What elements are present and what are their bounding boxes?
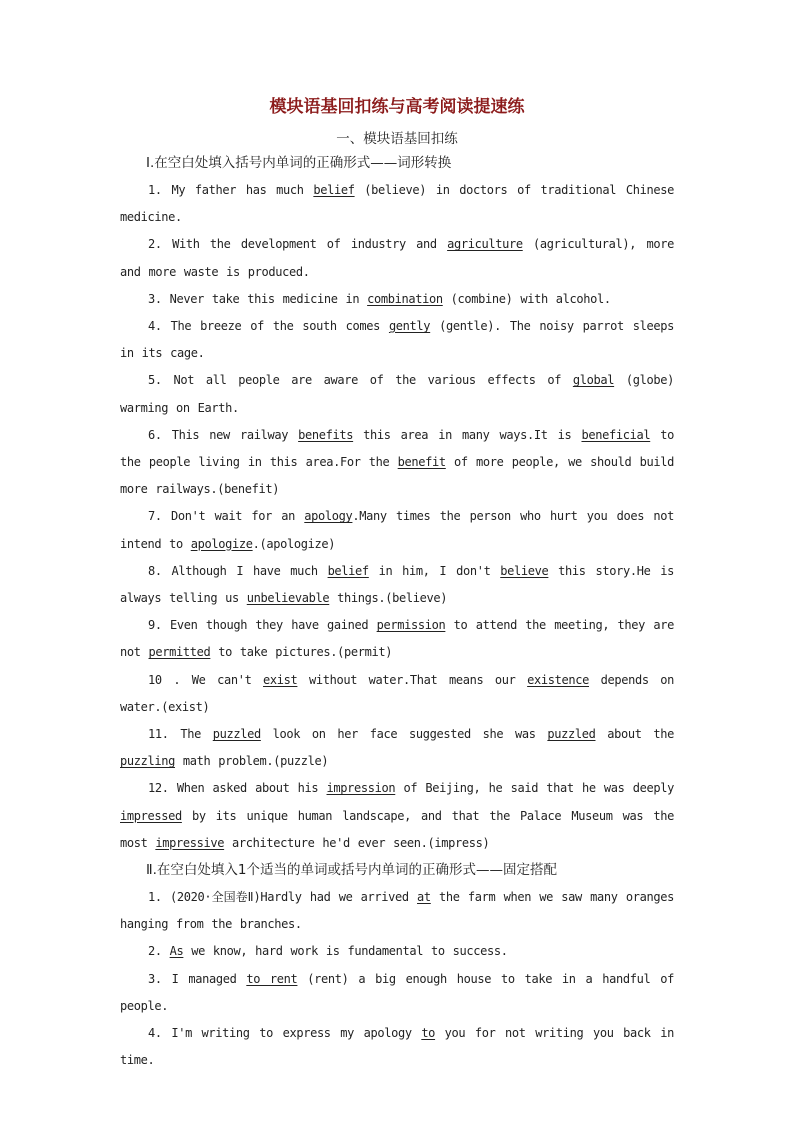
answer-blank: apology: [304, 509, 353, 524]
answer-blank: impressive: [155, 835, 225, 850]
answer-blank: at: [417, 890, 431, 905]
item-text: 2.: [148, 944, 170, 959]
item-text: we know, hard work is fundamental to success.: [183, 944, 508, 959]
item-text: .Many times the person who hurt you does not intend to: [120, 509, 674, 551]
item-text: 2. With the development of industry and: [148, 237, 448, 252]
part1-heading: Ⅰ.在空白处填入括号内单词的正确形式——词形转换: [146, 155, 452, 171]
item-text: 8. Although I have much: [148, 563, 328, 578]
item-text: 9. Even though they have gained: [148, 618, 377, 633]
item-text: to the people living in this area.For the: [120, 427, 674, 470]
answer-blank: permission: [376, 618, 446, 633]
exercise-item: [120, 286, 674, 313]
exercise-item: [120, 884, 674, 938]
exercise-item: [120, 966, 674, 1020]
answer-blank: belief: [327, 563, 369, 578]
item-text: look on her face suggested she was: [260, 727, 548, 742]
answer-blank: puzzling: [120, 754, 175, 769]
exercise-item: [120, 367, 674, 421]
exercise-item: [120, 667, 674, 721]
answer-blank: agriculture: [447, 237, 523, 252]
exercise-item: [120, 721, 674, 775]
exercise-item: [120, 558, 674, 612]
exercise-item: [120, 775, 674, 857]
answer-blank: apologize: [190, 536, 253, 551]
answer-blank: puzzled: [547, 727, 596, 742]
answer-blank: beneficial: [581, 427, 651, 442]
document-title: 模块语基回扣练与高考阅读提速练: [269, 97, 525, 117]
answer-blank: benefit: [397, 455, 446, 470]
item-text: this story.He is always telling us: [120, 563, 674, 606]
exercise-item: [120, 177, 674, 231]
item-text: 4. I'm writing to express my apology: [148, 1026, 422, 1041]
part2-list: [120, 884, 674, 1074]
answer-blank: puzzled: [212, 727, 261, 742]
part2-heading: Ⅱ.在空白处填入1个适当的单词或括号内单词的正确形式——固定搭配: [146, 862, 558, 879]
exercise-item: [120, 422, 674, 504]
item-text: 3. Never take this medicine in: [148, 291, 368, 306]
exercise-item: [120, 313, 674, 367]
item-text: about the: [595, 727, 674, 742]
item-text: without water.That means our: [297, 672, 528, 687]
item-text: 10 . We can't: [148, 672, 264, 687]
item-text: 6. This new railway: [148, 427, 299, 442]
item-text: the farm when we saw many oranges hanging from the branches.: [120, 890, 674, 932]
answer-blank: existence: [527, 672, 589, 687]
exercise-item: [120, 1020, 674, 1074]
item-text: 1. (2020·全国卷Ⅱ)Hardly had we arrived: [148, 890, 418, 905]
item-text: .(apologize): [252, 536, 336, 551]
item-text: to attend the meeting, they are not: [120, 618, 674, 660]
answer-blank: impressed: [120, 808, 182, 823]
answer-blank: global: [572, 373, 615, 388]
item-text: of Beijing, he said that he was deeply: [395, 781, 674, 796]
exercise-item: [120, 503, 674, 557]
section-title: 一、模块语基回扣练: [336, 131, 458, 147]
part1-list: [120, 177, 674, 857]
item-text: in him, I don't: [368, 563, 501, 578]
item-text: of more people, we should build more railways.(benefit): [120, 455, 674, 497]
answer-blank: gently: [388, 319, 431, 334]
item-text: 12. When asked about his: [148, 781, 327, 796]
answer-blank: believe: [500, 563, 549, 578]
answer-blank: permitted: [148, 645, 211, 660]
item-text: this area in many ways.It is: [353, 427, 582, 442]
answer-blank: benefits: [298, 427, 354, 442]
item-text: (combine) with alcohol.: [442, 291, 611, 306]
item-text: (gentle). The noisy parrot sleeps in its cage.: [120, 319, 674, 361]
item-text: 4. The breeze of the south comes: [148, 319, 389, 334]
answer-blank: belief: [313, 183, 355, 197]
answer-blank: to rent: [246, 971, 298, 986]
document-page: [120, 96, 674, 1075]
item-text: 1. My father has much: [148, 183, 314, 197]
answer-blank: unbelievable: [246, 591, 330, 606]
exercise-item: [120, 938, 674, 965]
answer-blank: impression: [326, 781, 396, 796]
exercise-item: [120, 612, 674, 666]
item-text: 7. Don't wait for an: [148, 509, 305, 524]
item-text: 5. Not all people are aware of the various effects of: [148, 373, 573, 388]
item-text: by its unique human landscape, and that the Palace Museum was the most: [120, 808, 674, 850]
item-text: to take pictures.(permit): [210, 645, 393, 660]
item-text: (rent) a big enough house to take in a handful of people.: [120, 971, 674, 1013]
item-text: math problem.(puzzle): [175, 754, 329, 769]
item-text: (believe) in doctors of traditional Chinese medicine.: [120, 183, 674, 225]
item-text: 11. The: [148, 727, 213, 742]
item-text: 3. I managed: [148, 971, 247, 986]
answer-blank: As: [169, 944, 184, 959]
item-text: depends on water.(exist): [120, 672, 675, 714]
exercise-item: [120, 231, 674, 285]
item-text: (agricultural), more and more waste is produced.: [120, 237, 674, 279]
answer-blank: exist: [263, 672, 298, 687]
answer-blank: combination: [367, 291, 443, 306]
item-text: (globe) warming on Earth.: [120, 373, 674, 415]
answer-blank: to: [421, 1026, 436, 1041]
item-text: architecture he'd ever seen.(impress): [224, 835, 490, 850]
item-text: things.(believe): [329, 591, 448, 606]
item-text: you for not writing you back in time.: [120, 1026, 674, 1068]
